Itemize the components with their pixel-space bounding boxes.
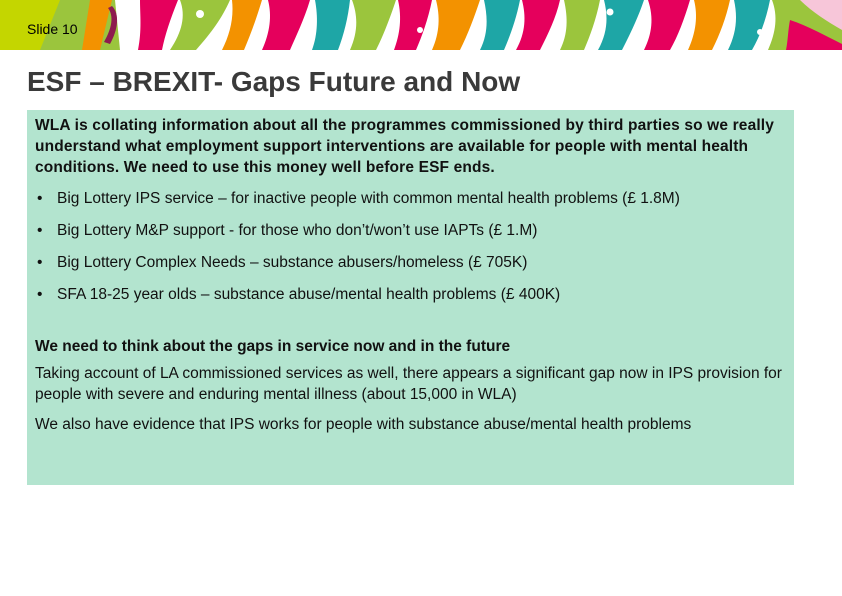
intro-text: WLA is collating information about all the programmes commissioned by third parties so we really understand what employment support interventions are available for people with mental health conditions. We need to use this money well before ESF ends. [35, 117, 775, 176]
list-item [35, 284, 784, 305]
slide-title: ESF – BREXIT- Gaps Future and Now [27, 66, 521, 97]
list-item [35, 252, 784, 273]
list-item [35, 188, 784, 209]
bullet-icon: • [37, 254, 43, 271]
gap-paragraph: Taking account of LA commissioned services as well, there appears a significant gap now in IPS provision for people with severe and enduring mental illness (about 15,000 in WLA) [35, 365, 782, 403]
list-item-text: SFA 18-25 year olds – substance abuse/mental health problems (£ 400K) [57, 286, 561, 303]
list-item [35, 220, 784, 241]
list-item-text: Big Lottery IPS service – for inactive people with common mental health problems (£ 1.8M) [57, 190, 680, 207]
gaps-heading: We need to think about the gaps in service now and in the future [35, 338, 511, 355]
programme-list [35, 188, 784, 305]
bullet-icon: • [37, 190, 43, 207]
content-box [27, 110, 794, 485]
list-item-text: Big Lottery Complex Needs – substance abusers/homeless (£ 705K) [57, 254, 528, 271]
bullet-icon: • [37, 222, 43, 239]
banner-artwork [0, 0, 842, 50]
slide-number: Slide 10 [27, 21, 78, 37]
bullet-icon: • [37, 286, 43, 303]
evidence-paragraph: We also have evidence that IPS works for people with substance abuse/mental health problems [35, 416, 692, 433]
decorative-banner [0, 0, 842, 50]
list-item-text: Big Lottery M&P support - for those who don’t/won’t use IAPTs (£ 1.M) [57, 222, 538, 239]
